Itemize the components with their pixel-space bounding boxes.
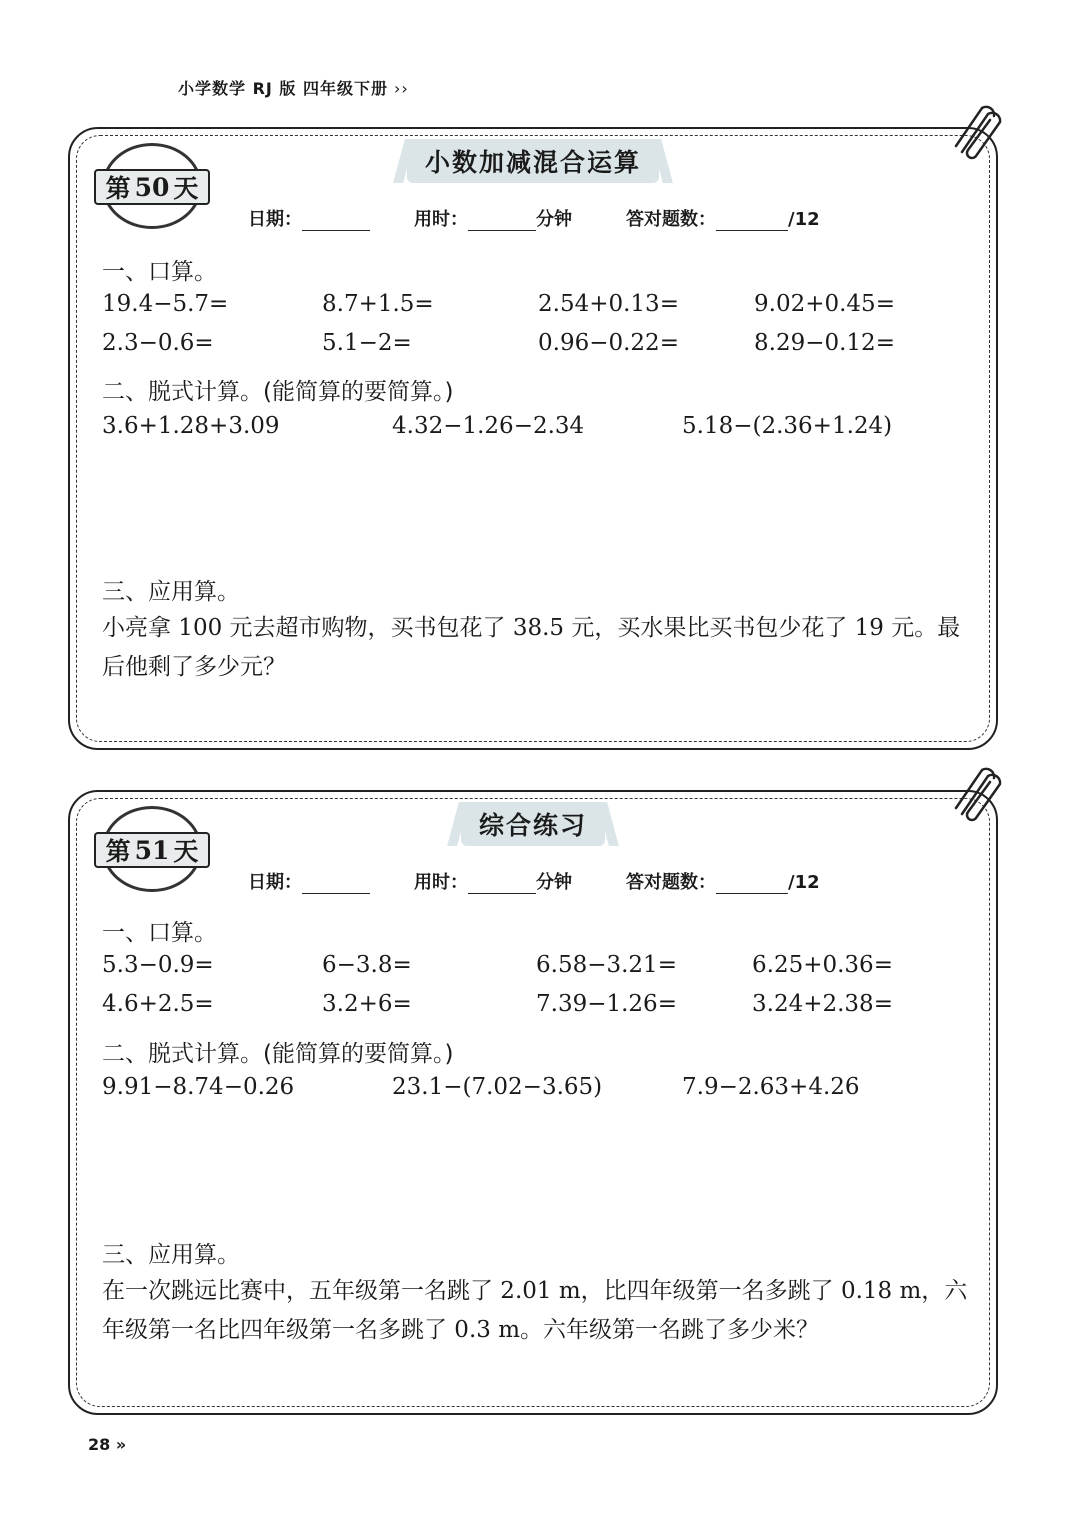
written-item: 3.6+1.28+3.09 (102, 413, 280, 439)
minutes-label: 分钟 (536, 209, 572, 230)
day-number: 51 (134, 835, 170, 865)
card-title: 小数加减混合运算 (407, 139, 659, 183)
oral-item: 0.96−0.22= (538, 330, 679, 356)
word-problem: 在一次跳远比赛中，五年级第一名跳了 2.01 m，比四年级第一名多跳了 0.18 m，六年级第一名比四年级第一名多跳了 0.3 m。六年级第一名跳了多少米？ (102, 1278, 968, 1343)
section-oral-heading: 一、口算。 (102, 920, 217, 946)
oral-item: 9.02+0.45= (754, 291, 895, 317)
correct-label: 答对题数： (626, 209, 716, 230)
exercise-card-day-51 (68, 790, 998, 1415)
oral-item: 6.58−3.21= (536, 952, 677, 978)
day-number: 50 (134, 172, 170, 202)
footer-arrow-icon: » (115, 1435, 127, 1454)
score-blank[interactable] (716, 210, 788, 231)
oral-item: 2.54+0.13= (538, 291, 679, 317)
day-prefix: 第 (105, 837, 131, 866)
date-blank[interactable] (302, 873, 370, 894)
time-blank[interactable] (468, 873, 536, 894)
date-field[interactable] (248, 205, 370, 231)
written-item: 23.1−(7.02−3.65) (392, 1074, 603, 1100)
total-label: /12 (788, 872, 820, 893)
oral-item: 8.29−0.12= (754, 330, 895, 356)
exercise-card-day-50 (68, 127, 998, 750)
score-field[interactable] (626, 205, 820, 231)
book-header (178, 76, 409, 99)
oral-item: 7.39−1.26= (536, 991, 677, 1017)
date-label: 日期： (248, 872, 302, 893)
day-badge (94, 806, 210, 892)
badge-plate (94, 832, 210, 868)
day-suffix: 天 (173, 174, 199, 203)
word-problem: 小亮拿 100 元去超市购物，买书包花了 38.5 元，买水果比买书包少花了 19 元。最后他剩了多少元？ (102, 615, 961, 680)
section-written-heading: 二、脱式计算。(能简算的要简算。) (102, 379, 454, 405)
paperclip-icon (948, 100, 1004, 160)
day-badge (94, 143, 210, 229)
time-blank[interactable] (468, 210, 536, 231)
day-suffix: 天 (173, 837, 199, 866)
oral-item: 5.3−0.9= (102, 952, 214, 978)
oral-item: 6.25+0.36= (752, 952, 893, 978)
time-field[interactable] (414, 868, 572, 894)
total-label: /12 (788, 209, 820, 230)
time-field[interactable] (414, 205, 572, 231)
oral-item: 4.6+2.5= (102, 991, 214, 1017)
oral-item: 3.2+6= (322, 991, 412, 1017)
date-field[interactable] (248, 868, 370, 894)
time-label: 用时： (414, 209, 468, 230)
oral-item: 3.24+2.38= (752, 991, 893, 1017)
header-arrow-icon: ›› (394, 79, 409, 98)
written-item: 7.9−2.63+4.26 (682, 1074, 860, 1100)
paperclip-icon (948, 762, 1004, 822)
oral-item: 6−3.8= (322, 952, 412, 978)
written-item: 9.91−8.74−0.26 (102, 1074, 295, 1100)
section-oral-heading: 一、口算。 (102, 259, 217, 285)
date-blank[interactable] (302, 210, 370, 231)
section-application-heading: 三、应用算。 (102, 579, 240, 605)
section-written-heading: 二、脱式计算。(能简算的要简算。) (102, 1041, 454, 1067)
written-item: 4.32−1.26−2.34 (392, 413, 585, 439)
date-label: 日期： (248, 209, 302, 230)
page-footer (88, 1435, 126, 1454)
section-application-heading: 三、应用算。 (102, 1242, 240, 1268)
page-number: 28 (88, 1435, 111, 1454)
score-field[interactable] (626, 868, 820, 894)
score-blank[interactable] (716, 873, 788, 894)
oral-item: 19.4−5.7= (102, 291, 229, 317)
day-prefix: 第 (105, 174, 131, 203)
written-item: 5.18−(2.36+1.24) (682, 413, 893, 439)
time-label: 用时： (414, 872, 468, 893)
card-title: 综合练习 (461, 802, 605, 846)
oral-item: 2.3−0.6= (102, 330, 214, 356)
correct-label: 答对题数： (626, 872, 716, 893)
oral-item: 5.1−2= (322, 330, 412, 356)
book-header-text: 小学数学 RJ 版 四年级下册 (178, 79, 388, 98)
minutes-label: 分钟 (536, 872, 572, 893)
oral-item: 8.7+1.5= (322, 291, 434, 317)
badge-plate (94, 169, 210, 205)
